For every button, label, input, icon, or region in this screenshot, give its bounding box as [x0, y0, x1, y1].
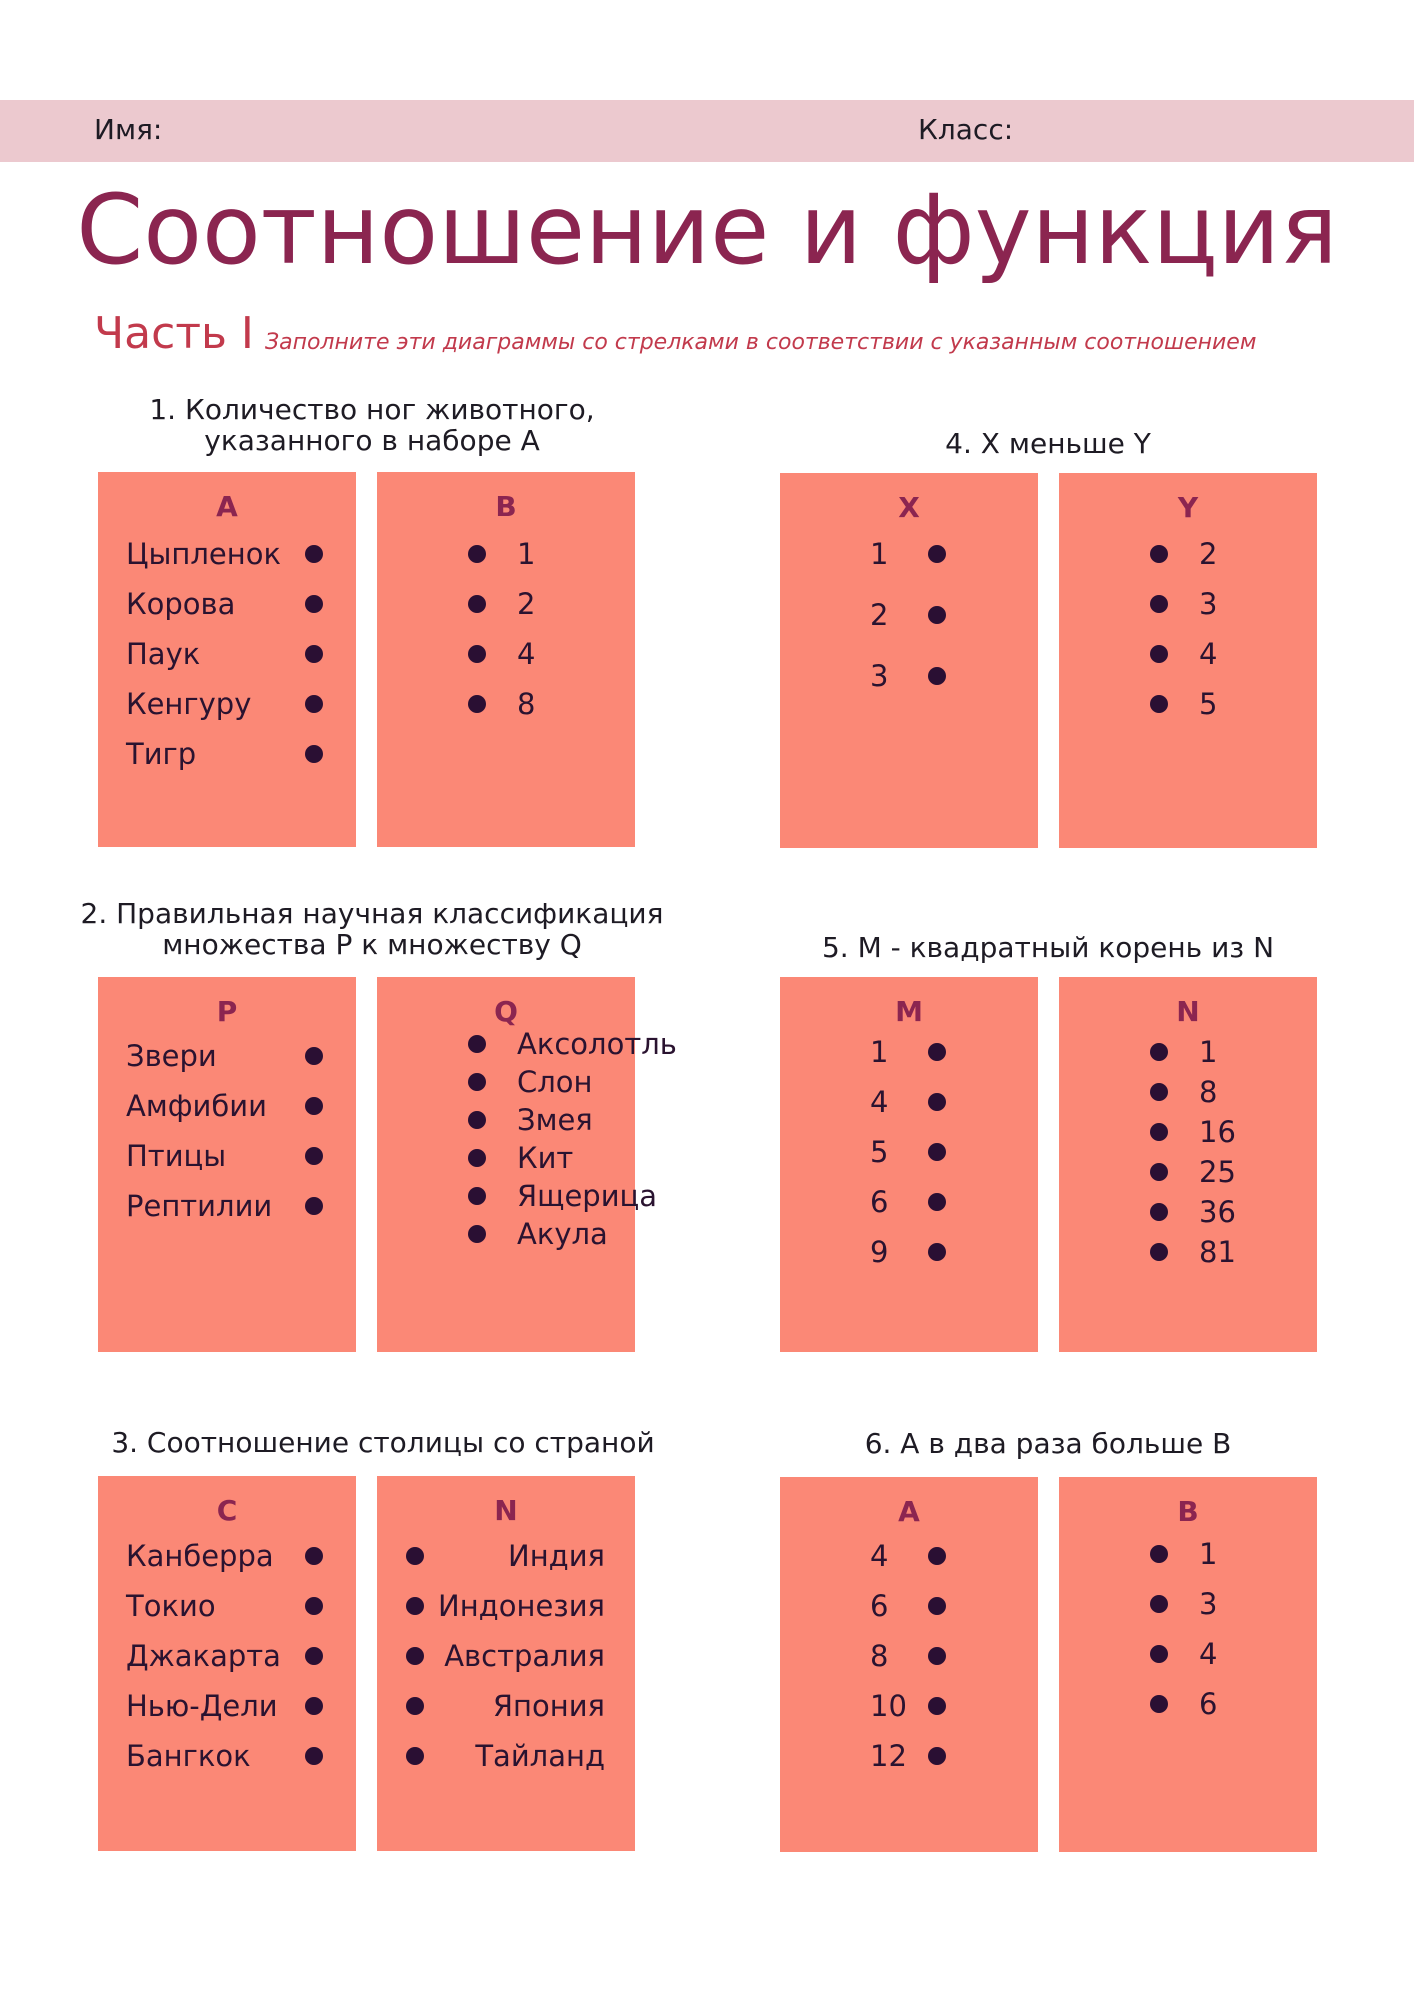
set-header: B: [1177, 1495, 1199, 1528]
set-item: [1059, 1636, 1317, 1672]
set-item: [1059, 1154, 1317, 1190]
set-item: [98, 1038, 356, 1074]
set-item-label: Амфибии: [126, 1089, 267, 1123]
set-item-label: Бангкок: [126, 1739, 251, 1773]
set-item-label: 16: [1199, 1115, 1236, 1149]
set-header: B: [495, 490, 517, 523]
connection-dot[interactable]: [305, 1647, 323, 1665]
set-item: [377, 536, 635, 572]
connection-dot[interactable]: [305, 1597, 323, 1615]
set-item: [377, 1178, 658, 1214]
set-item: [1059, 1586, 1317, 1622]
connection-dot[interactable]: [928, 545, 946, 563]
connection-dot[interactable]: [1150, 1043, 1168, 1061]
connection-dot[interactable]: [928, 1597, 946, 1615]
set-item-label: Птицы: [126, 1139, 227, 1173]
set-header: C: [216, 1494, 238, 1527]
set-item: [377, 1588, 635, 1624]
connection-dot[interactable]: [468, 1225, 486, 1243]
connection-dot[interactable]: [1150, 1203, 1168, 1221]
set-item-label: Индонезия: [438, 1589, 605, 1623]
set-item-label: 3: [870, 659, 889, 693]
connection-dot[interactable]: [1150, 1163, 1168, 1181]
set-item-label: 81: [1199, 1235, 1236, 1269]
set-item: [98, 636, 356, 672]
question-title-line: множества P к множеству Q: [162, 928, 582, 961]
set-item: [1059, 1234, 1317, 1270]
set-header: P: [216, 995, 238, 1028]
set-header: N: [494, 1494, 518, 1527]
connection-dot[interactable]: [928, 1747, 946, 1765]
connection-dot[interactable]: [468, 695, 486, 713]
set-item: [1059, 636, 1317, 672]
set-item-label: Кит: [517, 1141, 574, 1175]
set-item: [1059, 1536, 1317, 1572]
set-item: [98, 586, 356, 622]
set-item-label: 25: [1199, 1155, 1236, 1189]
set-item-label: 1: [1199, 1035, 1218, 1069]
set-item-label: Звери: [126, 1039, 217, 1073]
connection-dot[interactable]: [406, 1697, 424, 1715]
set-item-label: 1: [517, 537, 536, 571]
set-item: [98, 1738, 356, 1774]
connection-dot[interactable]: [1150, 645, 1168, 663]
connection-dot[interactable]: [305, 595, 323, 613]
connection-dot[interactable]: [305, 745, 323, 763]
set-item: [377, 1216, 635, 1252]
connection-dot[interactable]: [928, 1647, 946, 1665]
set-item: [377, 1638, 635, 1674]
set-item: [98, 1638, 356, 1674]
set-item: [98, 736, 356, 772]
set-item: [780, 536, 1038, 572]
set-item-label: 6: [1199, 1687, 1218, 1721]
set-item: [1059, 586, 1317, 622]
question-title-line: указанного в наборе A: [204, 424, 540, 457]
set-range-box: [1059, 473, 1317, 848]
connection-dot[interactable]: [1150, 1645, 1168, 1663]
set-item: [377, 1688, 635, 1724]
connection-dot[interactable]: [468, 1149, 486, 1167]
set-domain-box: [98, 472, 356, 847]
connection-dot[interactable]: [406, 1747, 424, 1765]
set-item: [98, 1688, 356, 1724]
set-item-label: 3: [1199, 1587, 1218, 1621]
set-item-label: Тайланд: [475, 1739, 605, 1773]
question-title-line: 2. Правильная научная классификация: [80, 897, 664, 930]
set-item-label: 5: [870, 1135, 889, 1169]
question-title-line: 5. M - квадратный корень из N: [821, 931, 1275, 964]
connection-dot[interactable]: [468, 1187, 486, 1205]
set-item-label: Цыпленок: [126, 537, 281, 571]
question-title: [748, 932, 1348, 963]
connection-dot[interactable]: [305, 1047, 323, 1065]
set-item-label: Слон: [517, 1065, 593, 1099]
set-item: [780, 1134, 1038, 1170]
connection-dot[interactable]: [1150, 1695, 1168, 1713]
set-item-label: 36: [1199, 1195, 1236, 1229]
connection-dot[interactable]: [305, 1197, 323, 1215]
set-item-label: Кенгуру: [126, 687, 252, 721]
question-title-line: 3. Соотношение столицы со страной: [111, 1426, 655, 1459]
set-item-label: Токио: [126, 1589, 216, 1623]
set-domain-box: [98, 977, 356, 1352]
set-item: [377, 636, 635, 672]
set-item-label: 4: [1199, 637, 1218, 671]
connection-dot[interactable]: [928, 1143, 946, 1161]
set-header: A: [216, 490, 238, 523]
set-range-box: [377, 977, 677, 1352]
set-item-label: 2: [1199, 537, 1218, 571]
set-item-label: 1: [1199, 1537, 1218, 1571]
set-header: Y: [1177, 491, 1199, 524]
set-item: [377, 1064, 635, 1100]
set-item: [780, 1638, 1038, 1674]
set-item: [1059, 1074, 1317, 1110]
set-domain-box: [98, 1476, 356, 1851]
set-item: [98, 536, 356, 572]
connection-dot[interactable]: [305, 1097, 323, 1115]
set-item-label: Австралия: [444, 1639, 605, 1673]
set-item: [98, 1588, 356, 1624]
set-item-label: Аксолотль: [517, 1027, 677, 1061]
set-item-label: 5: [1199, 687, 1218, 721]
set-item: [377, 1102, 635, 1138]
set-item-label: Паук: [126, 637, 201, 671]
set-item: [1059, 536, 1317, 572]
set-item-label: 4: [517, 637, 536, 671]
question-title: [748, 428, 1348, 459]
connection-dot[interactable]: [468, 645, 486, 663]
set-header: A: [898, 1495, 920, 1528]
connection-dot[interactable]: [305, 695, 323, 713]
set-item-label: Джакарта: [126, 1639, 281, 1673]
set-item-label: Нью-Дели: [126, 1689, 278, 1723]
set-range-box: [1059, 977, 1317, 1352]
set-item: [780, 1538, 1038, 1574]
set-item: [98, 686, 356, 722]
question-title-line: 4. X меньше Y: [945, 427, 1151, 460]
connection-dot[interactable]: [468, 595, 486, 613]
set-item-label: 9: [870, 1235, 889, 1269]
connection-dot[interactable]: [1150, 695, 1168, 713]
set-item-label: Акула: [517, 1217, 608, 1251]
set-item: [377, 1738, 635, 1774]
set-item-label: 3: [1199, 587, 1218, 621]
set-item-label: Тигр: [126, 737, 197, 771]
set-range-box: [377, 1476, 635, 1851]
set-item: [780, 1234, 1038, 1270]
set-item: [780, 1588, 1038, 1624]
header-bar: [0, 100, 1414, 162]
connection-dot[interactable]: [305, 645, 323, 663]
set-item: [377, 1026, 677, 1062]
connection-dot[interactable]: [1150, 1243, 1168, 1261]
set-item: [1059, 1194, 1317, 1230]
set-item-label: 8: [1199, 1075, 1218, 1109]
set-item-label: 8: [517, 687, 536, 721]
connection-dot[interactable]: [406, 1647, 424, 1665]
connection-dot[interactable]: [406, 1547, 424, 1565]
set-item: [780, 597, 1038, 633]
set-item-label: 1: [870, 1035, 889, 1069]
set-item: [780, 658, 1038, 694]
set-item-label: 4: [870, 1539, 889, 1573]
set-item-label: 6: [870, 1185, 889, 1219]
set-item: [377, 1140, 635, 1176]
connection-dot[interactable]: [305, 545, 323, 563]
connection-dot[interactable]: [468, 545, 486, 563]
connection-dot[interactable]: [928, 1093, 946, 1111]
set-item-label: 4: [870, 1085, 889, 1119]
set-item: [1059, 1686, 1317, 1722]
question-title: [83, 1427, 683, 1458]
set-header: Q: [494, 995, 518, 1028]
set-item-label: 2: [870, 598, 889, 632]
connection-dot[interactable]: [928, 1547, 946, 1565]
part-label: Часть I: [94, 308, 254, 359]
set-item: [1059, 1034, 1317, 1070]
set-item-label: 10: [870, 1689, 907, 1723]
question-title-line: 1. Количество ног животного,: [149, 393, 595, 426]
set-item-label: Канберра: [126, 1539, 274, 1573]
question-title-line: 6. A в два раза больше B: [864, 1427, 1232, 1460]
set-item: [98, 1188, 356, 1224]
connection-dot[interactable]: [928, 1697, 946, 1715]
connection-dot[interactable]: [305, 1697, 323, 1715]
set-item: [98, 1138, 356, 1174]
set-item-label: 2: [517, 587, 536, 621]
connection-dot[interactable]: [305, 1547, 323, 1565]
page-title: Соотношение и функция: [76, 174, 1338, 286]
set-item-label: Ящерица: [517, 1179, 658, 1213]
set-item: [780, 1184, 1038, 1220]
set-domain-box: [780, 473, 1038, 848]
connection-dot[interactable]: [406, 1597, 424, 1615]
set-item: [780, 1034, 1038, 1070]
set-item-label: 4: [1199, 1637, 1218, 1671]
connection-dot[interactable]: [1150, 1123, 1168, 1141]
connection-dot[interactable]: [468, 1035, 486, 1053]
connection-dot[interactable]: [1150, 1595, 1168, 1613]
set-header: X: [898, 491, 920, 524]
name-label: Имя:: [94, 113, 163, 146]
set-item: [1059, 686, 1317, 722]
set-item: [377, 1538, 635, 1574]
set-domain-box: [780, 1477, 1038, 1852]
question-title: [72, 898, 672, 960]
set-item-label: Корова: [126, 587, 236, 621]
connection-dot[interactable]: [928, 1243, 946, 1261]
set-item: [98, 1538, 356, 1574]
set-item-label: Рептилии: [126, 1189, 273, 1223]
connection-dot[interactable]: [928, 667, 946, 685]
connection-dot[interactable]: [468, 1073, 486, 1091]
set-item-label: 1: [870, 537, 889, 571]
set-item: [98, 1088, 356, 1124]
set-item: [780, 1084, 1038, 1120]
set-item-label: 6: [870, 1589, 889, 1623]
class-label: Класс:: [918, 113, 1014, 146]
connection-dot[interactable]: [1150, 545, 1168, 563]
set-item: [780, 1688, 1038, 1724]
set-item-label: Япония: [492, 1689, 605, 1723]
set-header: M: [895, 995, 923, 1028]
set-item-label: Змея: [517, 1103, 593, 1137]
connection-dot[interactable]: [468, 1111, 486, 1129]
connection-dot[interactable]: [1150, 1545, 1168, 1563]
question-title: [72, 394, 672, 456]
part-instruction: Заполните эти диаграммы со стрелками в соответствии с указанным соотношением: [265, 330, 1257, 355]
set-item: [780, 1738, 1038, 1774]
connection-dot[interactable]: [305, 1747, 323, 1765]
connection-dot[interactable]: [1150, 595, 1168, 613]
set-item: [1059, 1114, 1317, 1150]
set-item-label: 8: [870, 1639, 889, 1673]
connection-dot[interactable]: [928, 1193, 946, 1211]
set-range-box: [377, 472, 635, 847]
set-domain-box: [780, 977, 1038, 1352]
connection-dot[interactable]: [305, 1147, 323, 1165]
connection-dot[interactable]: [1150, 1083, 1168, 1101]
set-item-label: 12: [870, 1739, 907, 1773]
connection-dot[interactable]: [928, 1043, 946, 1061]
connection-dot[interactable]: [928, 606, 946, 624]
set-range-box: [1059, 1477, 1317, 1852]
set-item: [377, 686, 635, 722]
question-title: [748, 1428, 1348, 1459]
set-header: N: [1176, 995, 1200, 1028]
set-item-label: Индия: [508, 1539, 605, 1573]
set-item: [377, 586, 635, 622]
